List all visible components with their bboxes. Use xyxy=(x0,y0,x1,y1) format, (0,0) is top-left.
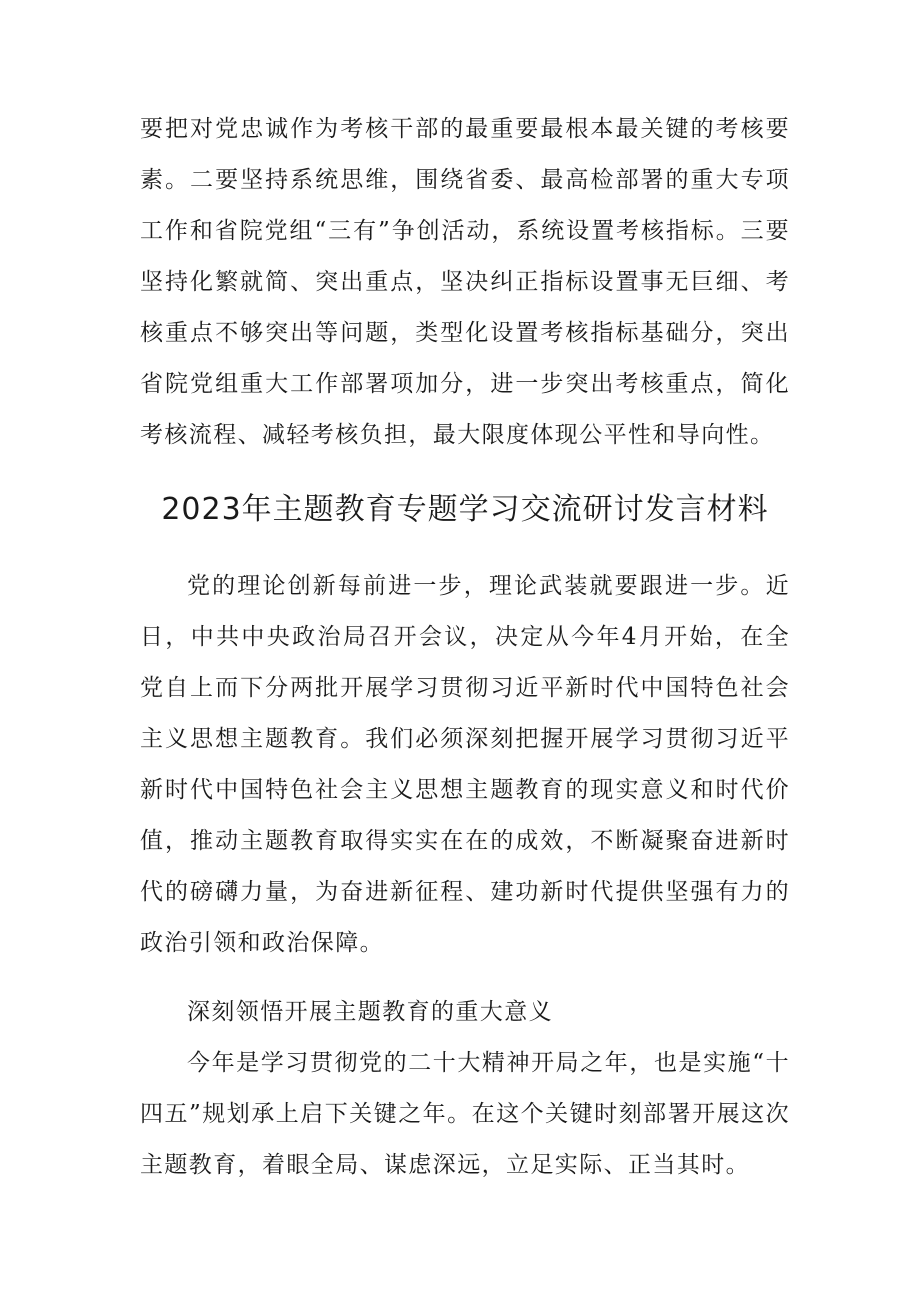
intro-paragraph: 党的理论创新每前进一步，理论武装就要跟进一步。近日，中共中央政治局召开会议，决定从今年4月开始，在全党自上而下分两批开展学习贯彻习近平新时代中国特色社会主义思想主题教育。我们必须深刻把握开展学习贯彻习近平新时代中国特色社会主义思想主题教育的现实意义和时代价值，推动主题教育取得实实在在的成效，不断凝聚奋进新时代的磅礴力量，为奋进新征程、建功新时代提供坚强有力的政治引领和政治保障。 xyxy=(140,573,790,956)
document-title: 2023年主题教育专题学习交流研讨发言材料 xyxy=(161,492,769,527)
section-paragraph: 今年是学习贯彻党的二十大精神开局之年，也是实施“十四五”规划承上启下关键之年。在这个关键时刻部署开展这次主题教育，着眼全局、谋虑深远，立足实际、正当其时。 xyxy=(140,1050,790,1178)
section-heading: 深刻领悟开展主题教育的重大意义 xyxy=(187,999,553,1025)
document-page xyxy=(140,104,790,1191)
continuation-paragraph: 要把对党忠诚作为考核干部的最重要最根本最关键的考核要素。二要坚持系统思维，围绕省委、最高检部署的重大专项工作和省院党组“三有”争创活动，系统设置考核指标。三要坚持化繁就简、突出重点，坚决纠正指标设置事无巨细、考核重点不够突出等问题，类型化设置考核指标基础分，突出省院党组重大工作部署项加分，进一步突出考核重点，简化考核流程、减轻考核负担，最大限度体现公平性和导向性。 xyxy=(140,116,790,448)
